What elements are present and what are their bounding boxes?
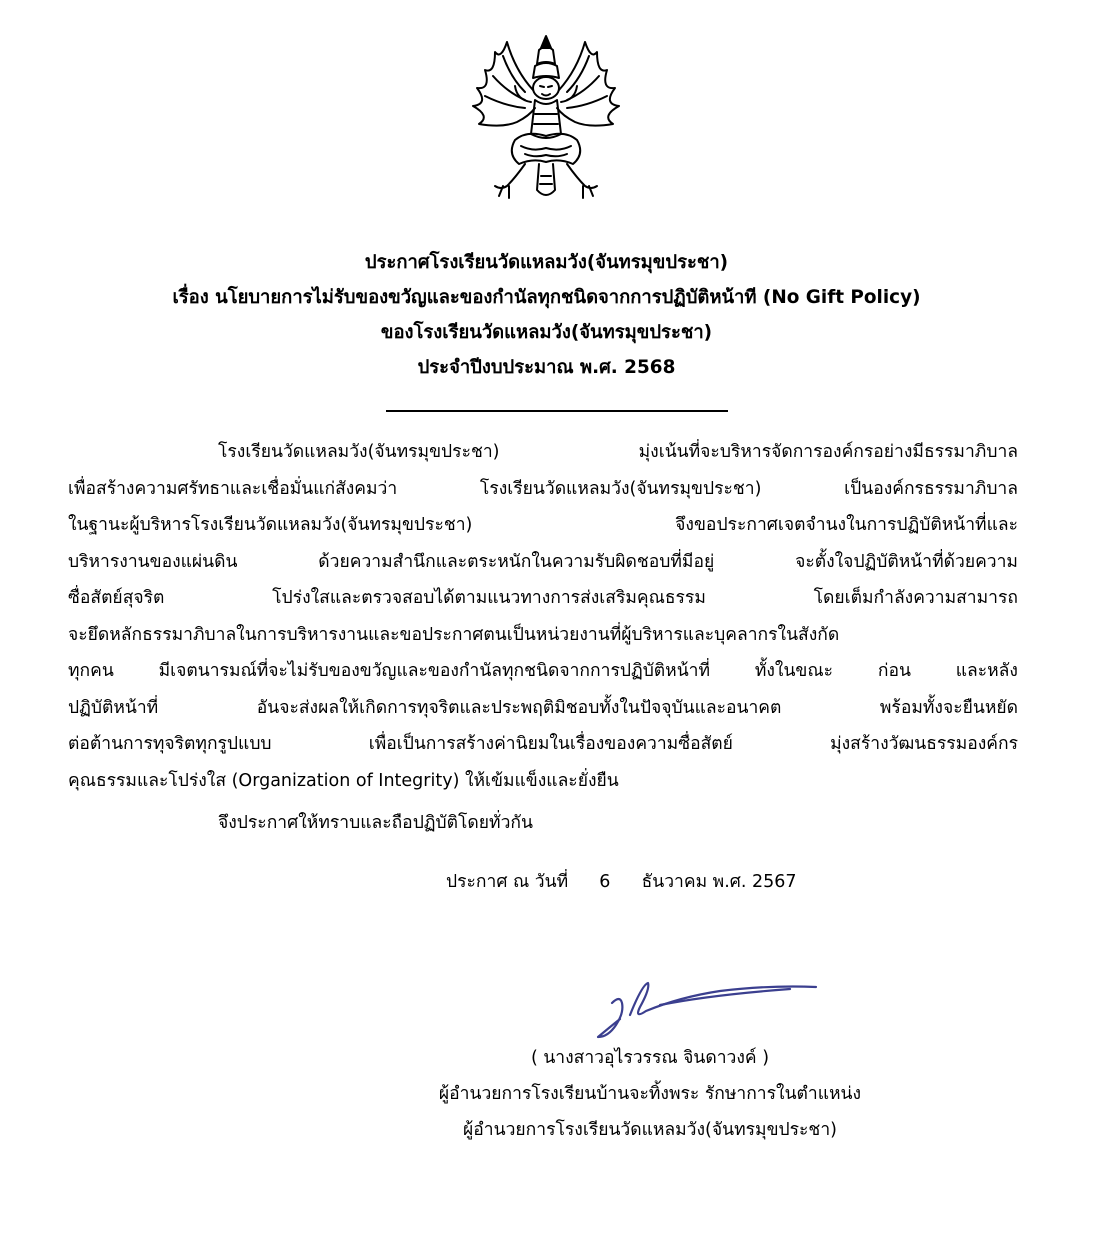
body-word: โดยเต็มกำลังความสามารถ (813, 588, 1018, 608)
date-prefix: ประกาศ ณ วันที่ (446, 872, 569, 892)
body-word: ต่อต้านการทุจริตทุกรูปแบบ (68, 734, 272, 754)
body-word: โรงเรียนวัดแหลมวัง(จันทรมุขประชา) (479, 478, 762, 499)
body-word: มุ่งเน้นที่จะบริหารจัดการองค์กรอย่างมีธรรมาภิบาล (638, 442, 1018, 462)
body-word: ปฏิบัติหน้าที่ (68, 697, 159, 718)
body-word: จึงขอประกาศเจตจำนงในการปฏิบัติหน้าที่และ (675, 515, 1018, 535)
signer-block (300, 1040, 1000, 1148)
body-word: ซื่อสัตย์สุจริต (68, 588, 165, 608)
body-word: เพื่อสร้างความศรัทธาและเชื่อมั่นแก่สังคมว่า (68, 478, 398, 499)
announcement-body (68, 434, 1018, 799)
body-line (68, 653, 1018, 690)
signer-name: ( นางสาวอุไรวรรณ จินดาวงค์ ) (530, 1048, 770, 1068)
body-word: มีเจตนารมณ์ที่จะไม่รับของขวัญและของกำนัลทุกชนิดจากการปฏิบัติหน้าที่ (158, 661, 711, 681)
body-line (68, 544, 1018, 581)
title-line-1: ประกาศโรงเรียนวัดแหลมวัง(จันทรมุขประชา) (364, 252, 729, 273)
body-word: โปร่งใสและตรวจสอบได้ตามแนวทางการส่งเสริมคุณธรรม (272, 588, 706, 608)
signer-position-1: ผู้อำนวยการโรงเรียนบ้านจะทิ้งพระ รักษาการในตำแหน่ง (438, 1084, 862, 1104)
body-line (68, 690, 1018, 727)
title-line-2: เรื่อง นโยบายการไม่รับของขวัญและของกำนัลทุกชนิดจากการปฏิบัติหน้าที (No Gift Policy) (172, 287, 921, 308)
title-line-3: ของโรงเรียนวัดแหลมวัง(จันทรมุขประชา) (380, 322, 713, 343)
body-word: จะตั้งใจปฏิบัติหน้าที่ด้วยความ (795, 551, 1018, 572)
body-word: และหลัง (955, 661, 1018, 681)
closing-statement: จึงประกาศให้ทราบและถือปฏิบัติโดยทั่วกัน (218, 813, 533, 833)
title-divider (386, 410, 728, 412)
body-line (68, 726, 1018, 763)
body-word: อันจะส่งผลให้เกิดการทุจริตและประพฤติมิชอบทั้งในปัจจุบันและอนาคต (256, 697, 782, 718)
date-month-year: ธันวาคม พ.ศ. 2567 (641, 872, 797, 892)
announcement-date (446, 864, 797, 900)
announcement-title (0, 245, 1093, 385)
body-word: เพื่อเป็นการสร้างค่านิยมในเรื่องของความซื่อสัตย์ (368, 734, 733, 754)
signer-position-2: ผู้อำนวยการโรงเรียนวัดแหลมวัง(จันทรมุขประชา) (463, 1120, 837, 1140)
title-line-4: ประจำปีงบประมาณ พ.ศ. 2568 (417, 357, 676, 378)
body-line (68, 471, 1018, 508)
body-word: มุ่งสร้างวัฒนธรรมองค์กร (830, 734, 1018, 754)
body-word: เป็นองค์กรธรรมาภิบาล (844, 478, 1018, 499)
body-word: ทั้งในขณะ (754, 661, 834, 681)
garuda-emblem-icon (455, 30, 637, 206)
body-line (68, 507, 1018, 544)
body-word: ในฐานะผู้บริหารโรงเรียนวัดแหลมวัง(จันทรมุขประชา) (68, 515, 473, 535)
body-line (68, 580, 1018, 617)
body-line (68, 617, 1018, 654)
body-word: บริหารงานของแผ่นดิน (68, 551, 238, 572)
body-word: ด้วยความสำนึกและตระหนักในความรับผิดชอบที่มีอยู่ (318, 551, 715, 572)
body-word: โรงเรียนวัดแหลมวัง(จันทรมุขประชา) (218, 442, 500, 462)
body-word: จะยึดหลักธรรมาภิบาลในการบริหารงานและขอประกาศตนเป็นหน่วยงานที่ผู้บริหารและบุคลากรในสังกัด (68, 624, 840, 645)
body-word: ทุกคน (68, 661, 114, 681)
body-line (68, 434, 1018, 471)
date-day: 6 (599, 872, 611, 892)
body-word: ก่อน (877, 661, 911, 681)
body-line: คุณธรรมและโปร่งใส (Organization of Integrity) ให้เข้มแข็งและยั่งยืน (68, 770, 619, 791)
handwritten-signature-icon (590, 975, 830, 1045)
body-word: พร้อมทั้งจะยืนหยัด (879, 697, 1018, 718)
